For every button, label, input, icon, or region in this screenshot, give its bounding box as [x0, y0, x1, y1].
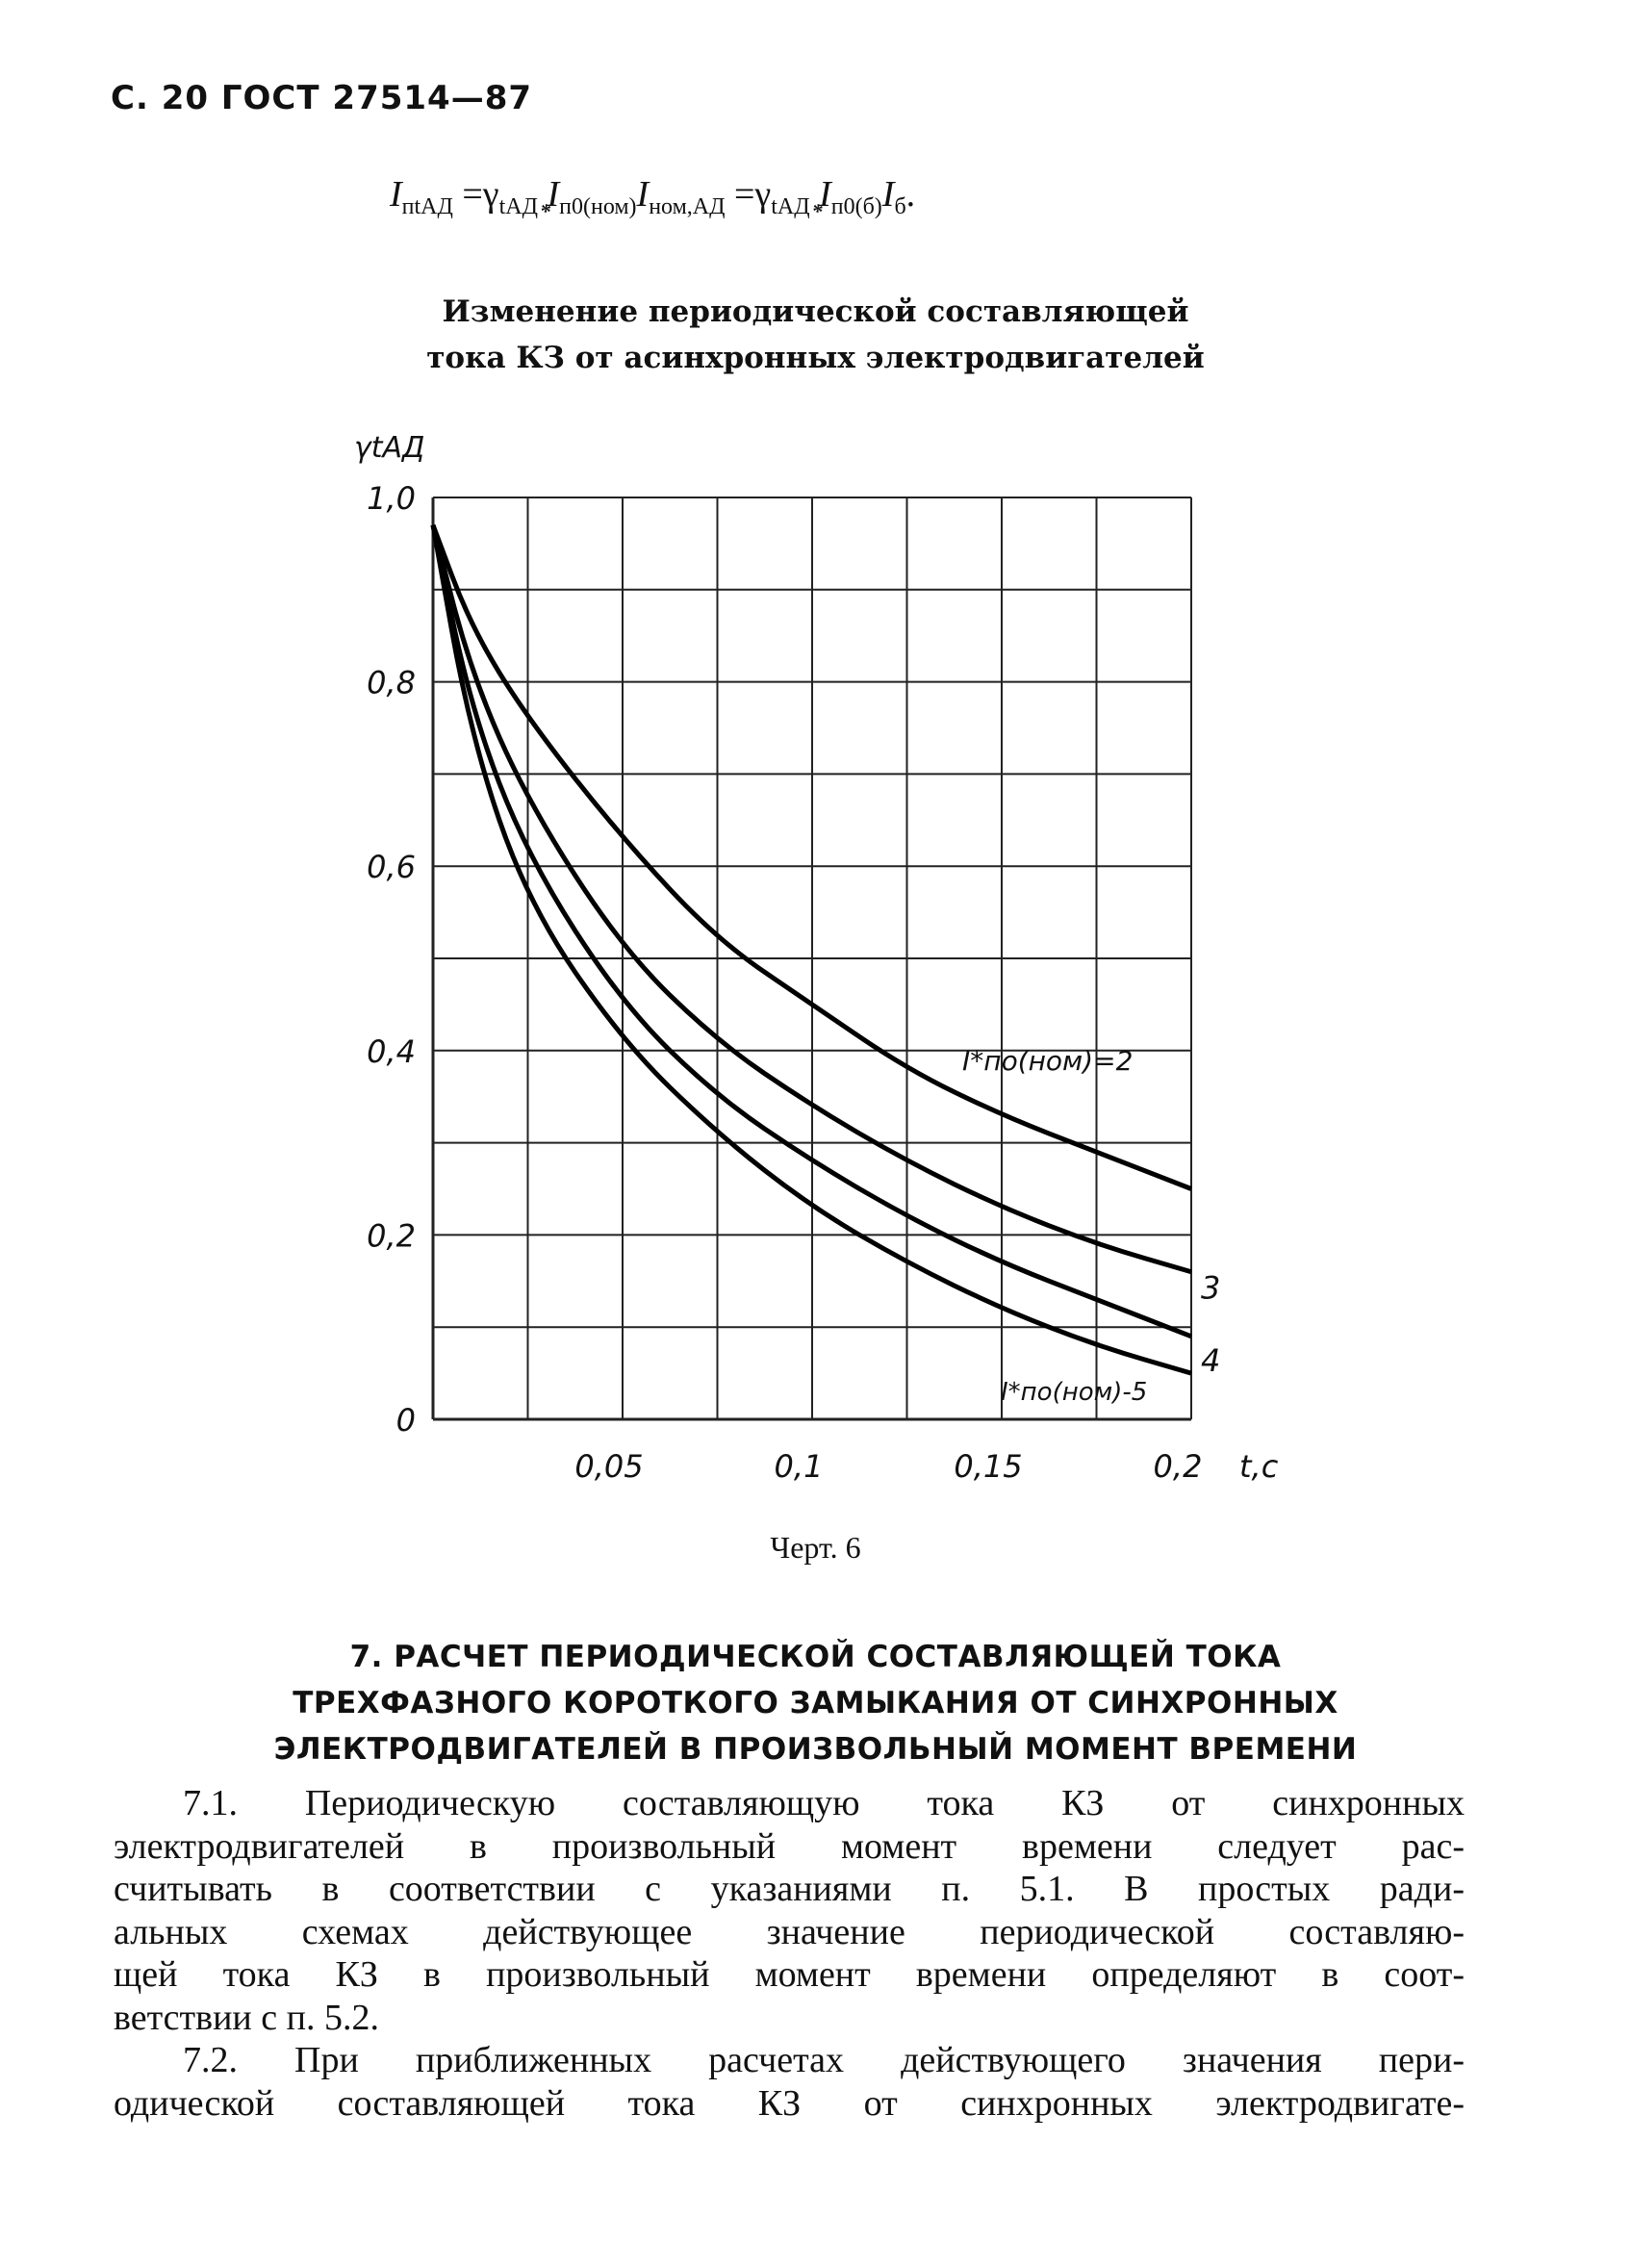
- para2-line: 7.2. При приближенных расчетах действующего значения пери-: [183, 2040, 1465, 2080]
- x-tick-label: 0,05: [574, 1448, 644, 1485]
- formula-mid: I *: [538, 174, 559, 215]
- x-tick-label: 0,2: [1153, 1448, 1203, 1485]
- chart-title-line2: тока КЗ от асинхронных электродвигателей: [426, 341, 1205, 375]
- formula-mid-sub: п0(ном): [559, 194, 637, 219]
- formula-eq2: =γ: [725, 174, 772, 215]
- figure-caption: Черт. 6: [770, 1530, 861, 1565]
- y-tick-label: 0,2: [367, 1217, 416, 1255]
- series-label: 3: [1201, 1269, 1221, 1307]
- x-axis-label: t,c: [1239, 1448, 1279, 1485]
- page-header: С. 20 ГОСТ 27514—87: [111, 79, 533, 117]
- formula-end: .: [905, 174, 916, 215]
- series-label: I*по(ном)=2: [962, 1045, 1134, 1077]
- para2-line: одической составляющей тока КЗ от синхронных электродвигате-: [114, 2082, 1465, 2124]
- para1-line: электродвигателей в произвольный момент времени следует рас-: [114, 1825, 1465, 1867]
- formula-rhs-sub: п0(б): [830, 194, 882, 219]
- para1-line: ветствии с п. 5.2.: [114, 1997, 379, 2038]
- formula-mid-sub2: ном,АД: [649, 194, 726, 219]
- para1-line: альных схемах действующее значение периодической составляю-: [114, 1911, 1465, 1952]
- formula-eq1: =γ: [452, 174, 499, 215]
- formula-lhs-sub: пtАД: [401, 194, 453, 219]
- para1-line: 7.1. Периодическую составляющую тока КЗ от синхронных: [183, 1783, 1465, 1823]
- formula-lhs: I: [390, 174, 402, 215]
- section-title-line1: 7. РАСЧЕТ ПЕРИОДИЧЕСКОЙ СОСТАВЛЯЮЩЕЙ ТОКА: [349, 1640, 1282, 1674]
- y-axis-label: γtАД: [354, 431, 425, 465]
- formula-rhs2: I: [881, 174, 895, 215]
- y-tick-label: 1,0: [367, 480, 416, 517]
- paragraph-7-2: [114, 2039, 1465, 2125]
- y-tick-label: 0: [395, 1402, 416, 1439]
- formula-gamma-sub-2: tАД: [771, 194, 810, 219]
- paragraph-7-1: [114, 1782, 1465, 2039]
- x-tick-label: 0,15: [954, 1448, 1023, 1485]
- y-tick-label: 0,4: [367, 1032, 416, 1070]
- formula-rhs-sub2: б: [894, 194, 906, 219]
- chart-title-line1: Изменение периодической составляющей: [442, 294, 1189, 329]
- x-tick-label: 0,1: [774, 1448, 824, 1485]
- section-title-line3: ЭЛЕКТРОДВИГАТЕЛЕЙ В ПРОИЗВОЛЬНЫЙ МОМЕНТ ВРЕМЕНИ: [273, 1732, 1358, 1767]
- para1-line: считывать в соответствии с указаниями п. 5.1. В простых ради-: [114, 1869, 1465, 1909]
- formula-mid2: I: [636, 174, 650, 215]
- formula-gamma-sub-1: tАД: [498, 194, 538, 219]
- series-label: I*по(ном)-5: [1001, 1378, 1148, 1407]
- y-tick-label: 0,6: [367, 849, 416, 886]
- section-title: [0, 1634, 1631, 1772]
- formula-rhs: I *: [810, 174, 831, 215]
- y-tick-label: 0,8: [367, 664, 416, 701]
- series-label: 4: [1201, 1341, 1221, 1379]
- section-title-line2: ТРЕХФАЗНОГО КОРОТКОГО ЗАМЫКАНИЯ ОТ СИНХРОННЫХ: [293, 1686, 1338, 1720]
- para1-line: щей тока КЗ в произвольный момент времени определяют в соот-: [114, 1954, 1465, 1995]
